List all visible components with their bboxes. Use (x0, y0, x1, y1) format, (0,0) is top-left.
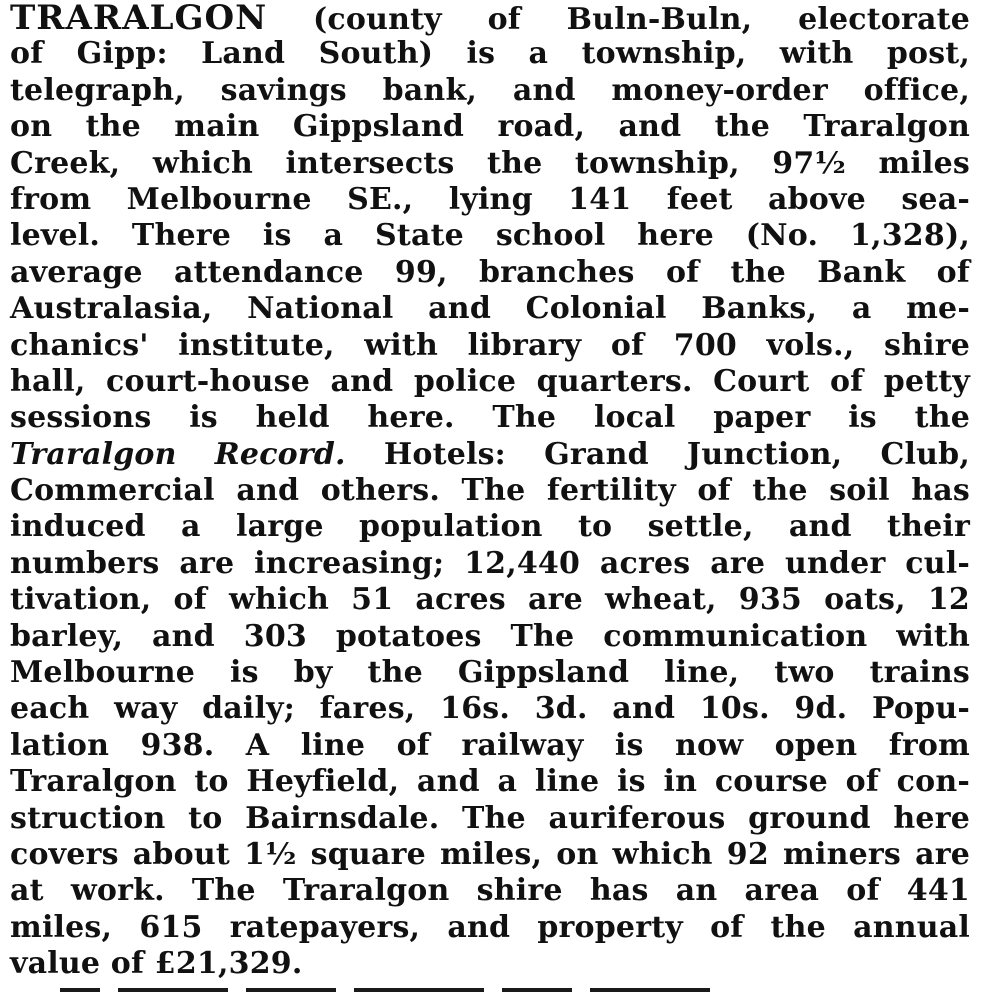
entry-line-13 (10, 437, 970, 473)
cutoff-fragment (590, 988, 710, 992)
cutoff-fragment (502, 988, 572, 992)
entry-line-9: Australasia, National and Colonial Banks, a me- (10, 291, 970, 327)
cutoff-fragment (354, 988, 484, 992)
entry-line-3: telegraph, savings bank, and money-order office, (10, 72, 970, 108)
entry-line-1-text: (county of Buln-Buln, electorate (313, 2, 970, 37)
entry-line-26: miles, 615 ratepayers, and property of the annual (10, 909, 970, 945)
entry-line-23: struction to Bairnsdale. The auriferous ground here (10, 800, 970, 836)
entry-line-21: lation 938. A line of railway is now open from (10, 727, 970, 763)
entry-line-24: covers about 1½ square miles, on which 92 miners are (10, 836, 970, 872)
headword: TRARALGON (10, 0, 268, 38)
entry-line-10: chanics' institute, with library of 700 vols., shire (10, 327, 970, 363)
entry-line-18: barley, and 303 potatoes The communication with (10, 618, 970, 654)
entry-line-13-text: Hotels: Grand Junction, Club, (383, 436, 970, 472)
entry-line-20: each way daily; fares, 16s. 3d. and 10s. 9d. Popu- (10, 691, 970, 727)
entry-line-12: sessions is held here. The local paper is the (10, 400, 970, 436)
newspaper-title: Traralgon Record. (10, 436, 346, 472)
gazetteer-entry (10, 0, 970, 983)
cutoff-fragment (246, 988, 336, 992)
entry-line-5: Creek, which intersects the township, 97½ miles (10, 145, 970, 181)
entry-line-7: level. There is a State school here (No. 1,328), (10, 218, 970, 254)
entry-line-17: tivation, of which 51 acres are wheat, 935 oats, 12 (10, 582, 970, 618)
entry-line-25: at work. The Traralgon shire has an area of 441 (10, 873, 970, 909)
entry-line-27: value of £21,329. (10, 946, 303, 982)
entry-line-6: from Melbourne SE., lying 141 feet above sea- (10, 181, 970, 217)
entry-line-15: induced a large population to settle, and their (10, 509, 970, 545)
cutoff-fragment (60, 988, 100, 992)
entry-line-2: of Gipp: Land South) is a township, with post, (10, 36, 970, 72)
entry-line-16: numbers are increasing; 12,440 acres are under cul- (10, 545, 970, 581)
entry-line-8: average attendance 99, branches of the Bank of (10, 254, 970, 290)
entry-line-1 (10, 0, 970, 36)
next-line-cutoff (0, 982, 960, 992)
cutoff-fragment (118, 988, 228, 992)
entry-line-19: Melbourne is by the Gippsland line, two trains (10, 655, 970, 691)
entry-line-22: Traralgon to Heyfield, and a line is in course of con- (10, 764, 970, 800)
entry-line-11: hall, court-house and police quarters. Court of petty (10, 363, 970, 399)
entry-line-14: Commercial and others. The fertility of the soil has (10, 473, 970, 509)
entry-line-4: on the main Gippsland road, and the Traralgon (10, 109, 970, 145)
